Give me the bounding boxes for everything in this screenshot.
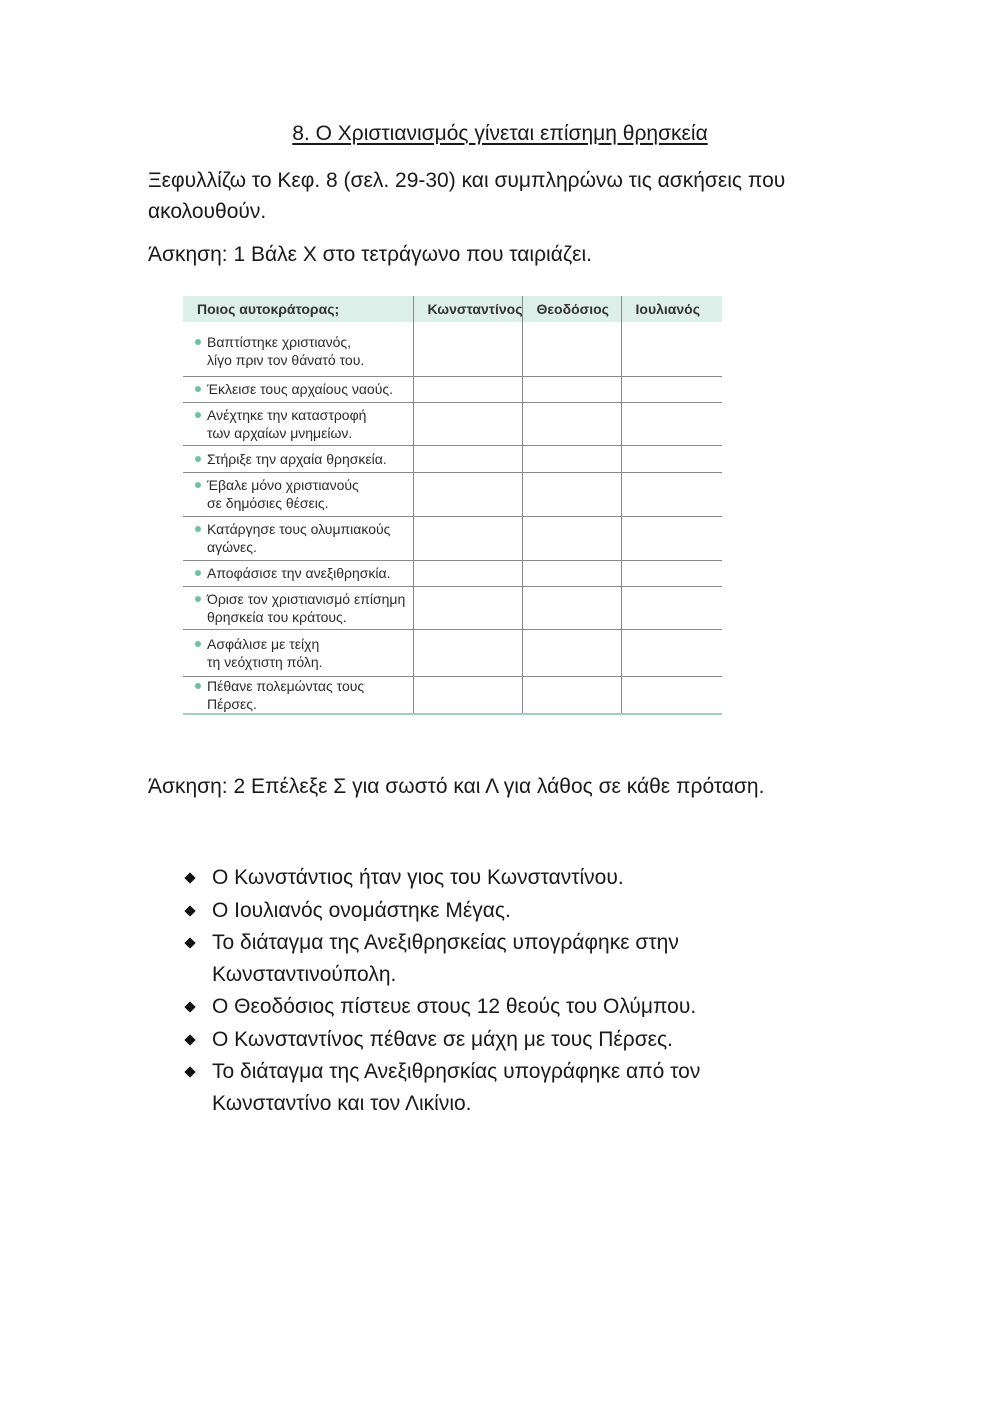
bullet-dot-icon bbox=[195, 456, 201, 462]
checkbox-cell-ioulianos[interactable] bbox=[621, 516, 722, 560]
statement-line: Ο Ιουλιανός ονομάστηκε Μέγας. bbox=[212, 898, 511, 922]
checkbox-cell-konstantinos[interactable] bbox=[413, 376, 522, 402]
checkbox-cell-theodosios[interactable] bbox=[522, 402, 621, 445]
checkbox-cell-theodosios[interactable] bbox=[522, 676, 621, 714]
list-item[interactable] bbox=[183, 927, 783, 990]
statement-line: Πέθανε πολεμώντας τους Πέρσες. bbox=[207, 677, 365, 712]
list-item[interactable] bbox=[183, 991, 783, 1023]
checkbox-cell-konstantinos[interactable] bbox=[413, 322, 522, 376]
statement-line: Ο Κωνστάντιος ήταν γιος του Κωνσταντίνου. bbox=[212, 866, 624, 889]
exercise-1-instruction: Άσκηση: 1 Βάλε Χ στο τετράγωνο που ταιριάζει. bbox=[148, 243, 592, 266]
statement-line: Το διάταγμα της Ανεξιθρησκίας υπογράφηκε από τον bbox=[212, 1060, 701, 1083]
diamond-bullet-icon bbox=[184, 905, 195, 916]
list-item[interactable] bbox=[183, 1056, 783, 1119]
table-row bbox=[183, 445, 722, 472]
bullet-dot-icon bbox=[195, 641, 201, 647]
diamond-bullet-icon bbox=[184, 1001, 195, 1012]
row-statement bbox=[183, 676, 413, 714]
table-row bbox=[183, 516, 722, 560]
true-false-statement-list bbox=[183, 862, 783, 1120]
bullet-dot-icon bbox=[195, 570, 201, 576]
row-statement bbox=[183, 472, 413, 516]
checkbox-cell-konstantinos[interactable] bbox=[413, 586, 522, 629]
statement-line: αγώνες. bbox=[207, 539, 257, 555]
table-row bbox=[183, 676, 722, 714]
row-statement bbox=[183, 376, 413, 402]
checkbox-cell-konstantinos[interactable] bbox=[413, 560, 522, 586]
checkbox-cell-ioulianos[interactable] bbox=[621, 322, 722, 376]
checkbox-cell-theodosios[interactable] bbox=[522, 376, 621, 402]
statement-line: λίγο πριν τον θάνατό του. bbox=[207, 351, 365, 368]
row-statement bbox=[183, 322, 413, 376]
bullet-dot-icon bbox=[195, 412, 201, 418]
checkbox-cell-ioulianos[interactable] bbox=[621, 402, 722, 445]
table-row bbox=[183, 402, 722, 445]
checkbox-cell-theodosios[interactable] bbox=[522, 472, 621, 516]
checkbox-cell-theodosios[interactable] bbox=[522, 322, 621, 376]
table-row bbox=[183, 586, 722, 629]
table-row bbox=[183, 472, 722, 516]
statement-line: τη νεόχτιστη πόλη. bbox=[207, 653, 323, 670]
statement-line: σε δημόσιες θέσεις. bbox=[207, 495, 329, 511]
statement-line: Ο Κωνσταντίνος πέθανε σε μάχη με τους Πέρσες. bbox=[212, 1027, 673, 1051]
checkbox-cell-ioulianos[interactable] bbox=[621, 376, 722, 402]
statement-line: Αποφάσισε την ανεξιθρησκία. bbox=[207, 565, 391, 581]
checkbox-cell-theodosios[interactable] bbox=[522, 586, 621, 629]
header-konstantinos: Κωνσταντίνος bbox=[413, 296, 522, 322]
diamond-bullet-icon bbox=[184, 872, 195, 883]
row-statement bbox=[183, 516, 413, 560]
exercise-1-table-container bbox=[183, 296, 722, 715]
checkbox-cell-ioulianos[interactable] bbox=[621, 560, 722, 586]
header-theodosios: Θεοδόσιος bbox=[522, 296, 621, 322]
statement-line: Ανέχτηκε την καταστροφή bbox=[207, 406, 367, 423]
diamond-bullet-icon bbox=[184, 1066, 195, 1077]
table-header-row bbox=[183, 296, 722, 322]
statement-line: Έβαλε μόνο χριστιανούς bbox=[207, 477, 359, 493]
checkbox-cell-konstantinos[interactable] bbox=[413, 445, 522, 472]
bullet-dot-icon bbox=[195, 386, 201, 392]
list-item[interactable] bbox=[183, 862, 783, 894]
statement-line: Το διάταγμα της Ανεξιθρησκείας υπογράφηκε στην bbox=[212, 931, 679, 954]
row-statement bbox=[183, 629, 413, 676]
bullet-dot-icon bbox=[195, 596, 201, 602]
bullet-dot-icon bbox=[195, 526, 201, 532]
bullet-dot-icon bbox=[195, 683, 201, 689]
statement-line: Ασφάλισε με τείχη bbox=[207, 635, 320, 652]
bullet-dot-icon bbox=[195, 339, 201, 345]
table-row bbox=[183, 629, 722, 676]
list-item[interactable] bbox=[183, 1024, 783, 1056]
statement-line: Ο Θεοδόσιος πίστευε στους 12 θεούς του Ολύμπου. bbox=[212, 995, 697, 1018]
list-item[interactable] bbox=[183, 895, 783, 927]
checkbox-cell-ioulianos[interactable] bbox=[621, 586, 722, 629]
checkbox-cell-ioulianos[interactable] bbox=[621, 445, 722, 472]
checkbox-cell-konstantinos[interactable] bbox=[413, 516, 522, 560]
checkbox-cell-konstantinos[interactable] bbox=[413, 472, 522, 516]
checkbox-cell-theodosios[interactable] bbox=[522, 629, 621, 676]
diamond-bullet-icon bbox=[184, 1034, 195, 1045]
exercise-1-table bbox=[183, 296, 722, 715]
table-row bbox=[183, 376, 722, 402]
row-statement bbox=[183, 586, 413, 629]
statement-line: Όρισε τον χριστιανισμό επίσημη bbox=[207, 590, 406, 607]
checkbox-cell-ioulianos[interactable] bbox=[621, 472, 722, 516]
checkbox-cell-konstantinos[interactable] bbox=[413, 629, 522, 676]
statement-line: Κωνσταντινούπολη. bbox=[212, 962, 397, 986]
table-row bbox=[183, 322, 722, 376]
checkbox-cell-konstantinos[interactable] bbox=[413, 402, 522, 445]
statement-line: Έκλεισε τους αρχαίους ναούς. bbox=[207, 381, 393, 397]
statement-line: Βαπτίστηκε χριστιανός, bbox=[207, 333, 352, 350]
statement-line: των αρχαίων μνημείων. bbox=[207, 424, 353, 441]
checkbox-cell-theodosios[interactable] bbox=[522, 560, 621, 586]
bullet-dot-icon bbox=[195, 482, 201, 488]
statement-line: θρησκεία του κράτους. bbox=[207, 608, 347, 625]
row-statement bbox=[183, 445, 413, 472]
exercise-2-instruction: Άσκηση: 2 Επέλεξε Σ για σωστό και Λ για λάθος σε κάθε πρόταση. bbox=[148, 775, 765, 798]
statement-line: Στήριξε την αρχαία θρησκεία. bbox=[207, 450, 387, 467]
checkbox-cell-theodosios[interactable] bbox=[522, 516, 621, 560]
header-ioulianos: Ιουλιανός bbox=[621, 296, 722, 322]
checkbox-cell-ioulianos[interactable] bbox=[621, 676, 722, 714]
checkbox-cell-konstantinos[interactable] bbox=[413, 676, 522, 714]
diamond-bullet-icon bbox=[184, 937, 195, 948]
row-statement bbox=[183, 560, 413, 586]
statement-line: Κατάργησε τους ολυμπιακούς bbox=[207, 521, 391, 537]
row-statement bbox=[183, 402, 413, 445]
header-emperor-question: Ποιος αυτοκράτορας; bbox=[183, 296, 413, 322]
table-row bbox=[183, 560, 722, 586]
statement-line: Κωνσταντίνο και τον Λικίνιο. bbox=[212, 1091, 472, 1115]
intro-text: Ξεφυλλίζω το Κεφ. 8 (σελ. 29-30) και συμπληρώνω τις ασκήσεις που ακολουθούν. bbox=[148, 169, 786, 223]
document-title: 8. Ο Χριστιανισμός γίνεται επίσημη θρησκεία bbox=[292, 122, 708, 145]
checkbox-cell-theodosios[interactable] bbox=[522, 445, 621, 472]
checkbox-cell-ioulianos[interactable] bbox=[621, 629, 722, 676]
